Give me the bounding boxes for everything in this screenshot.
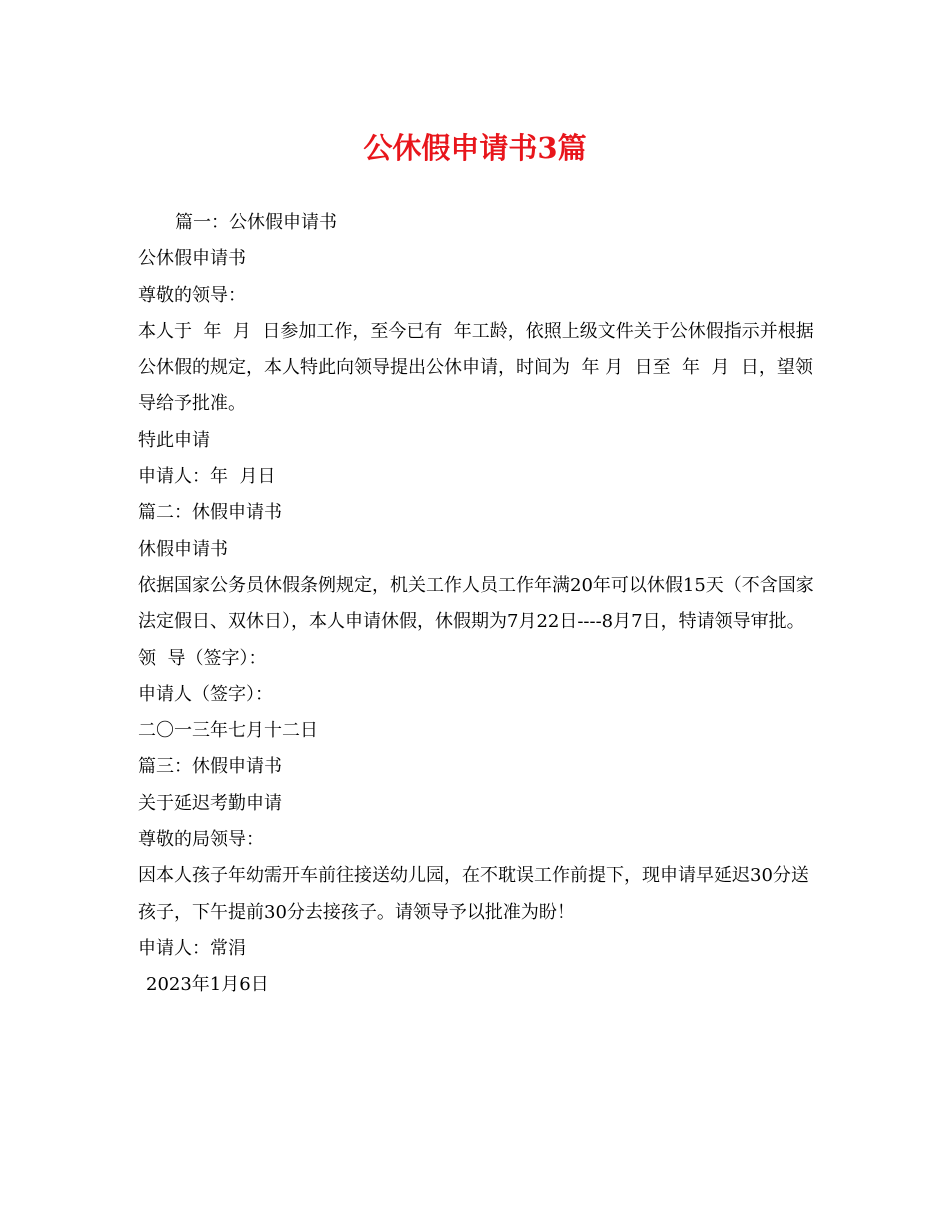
paragraph: 休假申请书 — [138, 538, 228, 560]
paragraph: 本人于 年 月 日参加工作，至今已有 年工龄，依照上级文件关于公休假指示并根据公休假的规定，本人特此向领导提出公休申请，时间为 年 月 日至 年 月 日，望领导给予批准。 — [138, 320, 814, 415]
document-body — [138, 205, 818, 1004]
paragraph: 申请人（签字）： — [138, 683, 273, 705]
date-line: 2023年1月6日 — [146, 974, 269, 996]
paragraph: 尊敬的局领导： — [138, 829, 264, 851]
paragraph: 特此申请 — [138, 429, 210, 451]
section-heading-1: 篇一：公休假申请书 — [175, 212, 337, 233]
paragraph: 二〇一三年七月十二日 — [138, 720, 318, 742]
section-heading-3: 篇三：休假申请书 — [138, 756, 282, 778]
paragraph: 领 导（签字）： — [138, 647, 267, 669]
paragraph: 关于延迟考勤申请 — [138, 792, 282, 814]
paragraph: 尊敬的领导： — [138, 284, 246, 306]
paragraph: 申请人：年 月日 — [138, 466, 276, 488]
document-title: 公休假申请书3篇 — [363, 131, 587, 165]
paragraph: 申请人：常涓 — [138, 937, 246, 959]
paragraph: 因本人孩子年幼需开车前往接送幼儿园，在不耽误工作前提下，现申请早延迟30分送孩子，下午提前30分去接孩子。请领导予以批准为盼！ — [138, 865, 809, 923]
paragraph: 公休假申请书 — [138, 248, 246, 270]
paragraph: 依据国家公务员休假条例规定，机关工作人员工作年满20年可以休假15天（不含国家法定假日、双休日），本人申请休假，休假期为7月22日----8月7日，特请领导审批。 — [138, 574, 814, 633]
section-heading-2: 篇二：休假申请书 — [138, 502, 282, 524]
